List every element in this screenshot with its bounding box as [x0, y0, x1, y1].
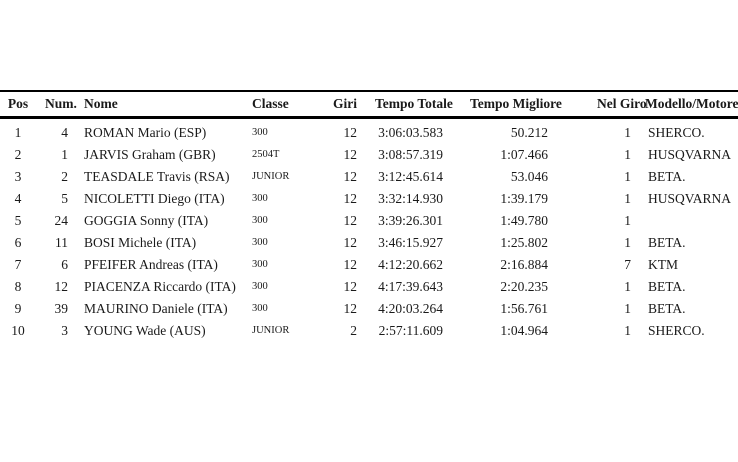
cell-tempo_totale: 3:46:15.927: [378, 235, 443, 250]
col-header-tempo_totale: Tempo Totale: [360, 91, 447, 118]
col-header-tempo_migliore: Tempo Migliore: [447, 91, 553, 118]
cell-giri: 12: [343, 169, 357, 184]
cell-nel_giro: 1: [624, 279, 631, 294]
cell-pos: 5: [14, 213, 22, 228]
cell-pos: 1: [14, 125, 22, 140]
results-table-wrap: [0, 90, 738, 339]
cell-tempo_migliore: 2:20.235: [500, 279, 548, 294]
cell-tempo_totale: 3:32:14.930: [378, 191, 443, 206]
cell-num: 5: [61, 191, 68, 206]
cell-giri: 12: [343, 235, 357, 250]
cell-tempo_totale: 4:12:20.662: [378, 257, 443, 272]
cell-tempo_totale: 4:17:39.643: [378, 279, 443, 294]
col-header-nome: Nome: [70, 91, 246, 118]
cell-modello: HUSQVARNA: [648, 147, 732, 162]
cell-nome: TEASDALE Travis (RSA): [84, 169, 230, 184]
cell-tempo_migliore: 1:07.466: [500, 147, 548, 162]
cell-modello: KTM: [648, 257, 678, 272]
cell-giri: 12: [343, 147, 357, 162]
cell-modello: [634, 207, 738, 229]
cell-tempo_migliore: 1:56.761: [500, 301, 548, 316]
cell-classe: 300: [252, 303, 268, 314]
cell-pos: 9: [14, 301, 22, 316]
cell-modello: BETA.: [648, 169, 686, 184]
cell-tempo_migliore: 53.046: [510, 169, 548, 184]
cell-num: 39: [54, 301, 68, 316]
cell-nel_giro: 1: [624, 169, 631, 184]
cell-nel_giro: 7: [624, 257, 631, 272]
cell-modello: SHERCO.: [648, 125, 705, 140]
cell-tempo_migliore: 1:04.964: [500, 323, 548, 338]
cell-giri: 12: [343, 213, 357, 228]
cell-nome: PIACENZA Riccardo (ITA): [84, 279, 236, 294]
result-row: [0, 273, 738, 295]
cell-nome: JARVIS Graham (GBR): [84, 147, 216, 162]
cell-pos: 6: [14, 235, 22, 250]
cell-nel_giro: 1: [624, 147, 631, 162]
cell-nel_giro: 1: [624, 213, 631, 228]
cell-modello: SHERCO.: [648, 323, 705, 338]
cell-pos: 10: [11, 323, 25, 338]
cell-nome: PFEIFER Andreas (ITA): [84, 257, 218, 272]
header-row: [0, 91, 738, 118]
col-header-classe: Classe: [246, 91, 328, 118]
cell-num: 2: [61, 169, 68, 184]
result-row: [0, 317, 738, 339]
result-row: [0, 118, 738, 142]
cell-nel_giro: 1: [624, 125, 631, 140]
cell-nel_giro: 1: [624, 235, 631, 250]
result-row: [0, 207, 738, 229]
cell-pos: 7: [14, 257, 22, 272]
cell-tempo_totale: 3:39:26.301: [378, 213, 443, 228]
result-row: [0, 295, 738, 317]
result-row: [0, 185, 738, 207]
cell-tempo_totale: 3:12:45.614: [378, 169, 443, 184]
cell-tempo_migliore: 50.212: [510, 125, 548, 140]
cell-tempo_migliore: 1:49.780: [500, 213, 548, 228]
cell-num: 24: [54, 213, 68, 228]
cell-num: 1: [61, 147, 68, 162]
cell-tempo_totale: 2:57:11.609: [378, 323, 443, 338]
cell-tempo_migliore: 1:39.179: [500, 191, 548, 206]
cell-tempo_totale: 4:20:03.264: [378, 301, 443, 316]
cell-pos: 8: [14, 279, 22, 294]
cell-tempo_totale: 3:08:57.319: [378, 147, 443, 162]
cell-modello: BETA.: [648, 301, 686, 316]
cell-modello: BETA.: [648, 279, 686, 294]
cell-tempo_totale: 3:06:03.583: [378, 125, 443, 140]
results-table: [0, 90, 738, 339]
cell-classe: JUNIOR: [252, 171, 290, 182]
col-header-nel_giro: Nel Giro: [553, 91, 634, 118]
cell-num: 12: [54, 279, 68, 294]
col-header-modello: Modello/Motore: [634, 91, 738, 118]
cell-nome: MAURINO Daniele (ITA): [84, 301, 228, 316]
cell-classe: 300: [252, 237, 268, 248]
col-header-num: Num.: [36, 91, 70, 118]
cell-num: 11: [55, 235, 68, 250]
cell-classe: 300: [252, 259, 268, 270]
result-row: [0, 251, 738, 273]
cell-giri: 12: [343, 257, 357, 272]
cell-tempo_migliore: 1:25.802: [500, 235, 548, 250]
cell-num: 6: [61, 257, 68, 272]
cell-modello: HUSQVARNA: [648, 191, 732, 206]
cell-nome: NICOLETTI Diego (ITA): [84, 191, 225, 206]
col-header-pos: Pos: [0, 91, 36, 118]
result-row: [0, 163, 738, 185]
cell-pos: 3: [14, 169, 22, 184]
cell-classe: 2504T: [252, 149, 280, 160]
result-row: [0, 229, 738, 251]
cell-pos: 2: [14, 147, 22, 162]
col-header-giri: Giri: [328, 91, 360, 118]
cell-giri: 2: [350, 323, 357, 338]
cell-nome: ROMAN Mario (ESP): [84, 125, 207, 140]
cell-giri: 12: [343, 279, 357, 294]
cell-modello: BETA.: [648, 235, 686, 250]
cell-giri: 12: [343, 301, 357, 316]
cell-tempo_migliore: 2:16.884: [500, 257, 548, 272]
cell-nome: BOSI Michele (ITA): [84, 235, 197, 250]
cell-nel_giro: 1: [624, 301, 631, 316]
result-row: [0, 141, 738, 163]
cell-giri: 12: [343, 191, 357, 206]
results-body: [0, 118, 738, 340]
cell-classe: 300: [252, 281, 268, 292]
cell-num: 4: [61, 125, 68, 140]
cell-num: 3: [61, 323, 68, 338]
cell-classe: 300: [252, 193, 268, 204]
cell-nome: GOGGIA Sonny (ITA): [84, 213, 209, 228]
cell-classe: 300: [252, 215, 268, 226]
cell-classe: 300: [252, 127, 268, 138]
cell-giri: 12: [343, 125, 357, 140]
cell-classe: JUNIOR: [252, 325, 290, 336]
cell-nel_giro: 1: [624, 191, 631, 206]
cell-nel_giro: 1: [624, 323, 631, 338]
cell-pos: 4: [14, 191, 22, 206]
cell-nome: YOUNG Wade (AUS): [84, 323, 206, 338]
